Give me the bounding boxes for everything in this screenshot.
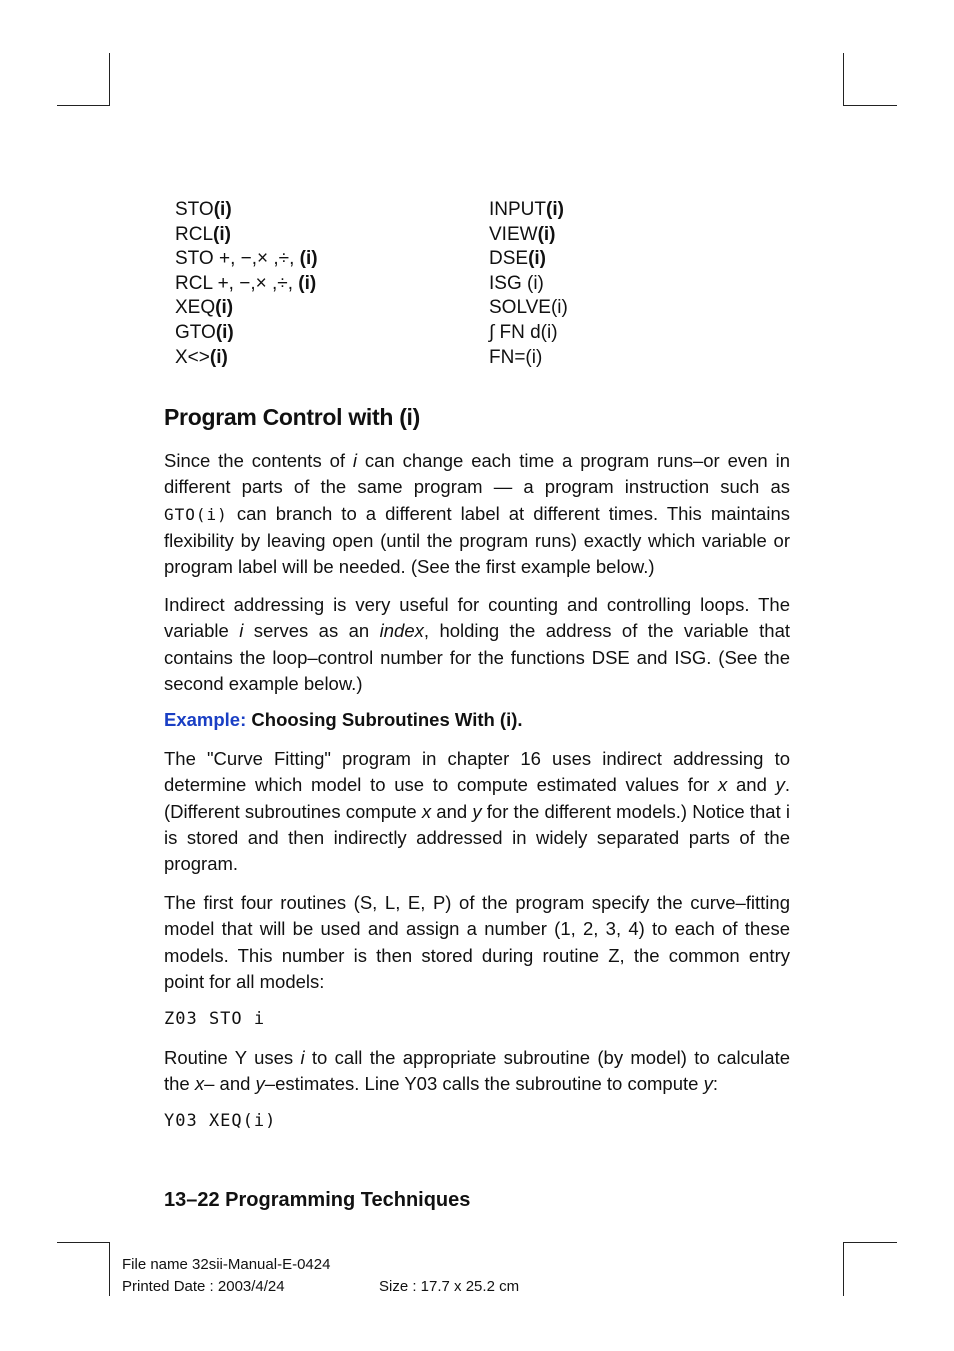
command-item: ∫ FN d(i) — [489, 321, 558, 343]
example-title: Example: Choosing Subroutines With (i). — [164, 709, 523, 730]
crop-mark — [57, 1242, 110, 1243]
program-line: Y03 XEQ(i) — [164, 1111, 277, 1131]
command-item: ISG (i) — [489, 272, 544, 294]
crop-mark — [843, 105, 897, 106]
paragraph: The "Curve Fitting" program in chapter 16 uses indirect addressing to determine which model to use to compute estimated values for x and y. (Different subroutines compute x and y for the different models.) Notice that i is stored and then indirectly addressed in widely separated parts of the program. — [164, 748, 791, 875]
command-item: X<>(i) — [175, 346, 228, 368]
page-size: Size : 17.7 x 25.2 cm — [379, 1278, 520, 1295]
crop-mark — [843, 1242, 897, 1243]
page-footer: 13–22 Programming Techniques — [164, 1189, 471, 1211]
program-line: Z03 STO i — [164, 1009, 266, 1029]
command-item: XEQ(i) — [175, 297, 234, 319]
command-item: STO(i) — [175, 199, 232, 220]
command-item: RCL +, −,× ,÷, (i) — [175, 272, 317, 294]
crop-mark — [109, 1242, 110, 1296]
crop-mark — [109, 53, 110, 106]
crop-mark — [843, 1242, 844, 1296]
command-item: RCL(i) — [175, 223, 231, 245]
paragraph: Indirect addressing is very useful for counting and controlling loops. The variable i serves as an index, holding the address of the variable that contains the loop–control number for the functions DSE and ISG. (See the second example below.) — [164, 594, 790, 694]
paragraph: Routine Y uses i to call the appropriate subroutine (by model) to calculate the x– and y–estimates. Line Y03 calls the subroutine to compute y: — [164, 1047, 791, 1095]
command-item: SOLVE(i) — [489, 297, 568, 319]
command-item: VIEW(i) — [489, 223, 556, 245]
file-name: File name 32sii-Manual-E-0424 — [122, 1256, 331, 1273]
crop-mark — [57, 105, 110, 106]
section-heading: Program Control with (i) — [164, 404, 421, 430]
command-item: DSE(i) — [489, 248, 547, 270]
command-item: GTO(i) — [175, 321, 234, 343]
lcd-code: GTO(i) — [164, 504, 228, 524]
paragraph: The first four routines (S, L, E, P) of the program specify the curve–fitting model that will be used and assign a number (1, 2, 3, 4) to each of these models. This number is then stored during routine Z, the common entry point for all models: — [164, 892, 790, 992]
command-list-left — [175, 198, 318, 370]
command-item: INPUT(i) — [489, 199, 564, 220]
command-item: FN=(i) — [489, 346, 543, 368]
command-item: STO +, −,× ,÷, (i) — [175, 248, 318, 270]
crop-mark — [843, 53, 844, 106]
command-list-right — [489, 198, 568, 370]
example-label: Example: — [164, 709, 247, 730]
printed-date: Printed Date : 2003/4/24 — [122, 1278, 285, 1295]
paragraph: Since the contents of i can change each time a program runs–or even in different parts of the same program — a program instruction such as GTO(i) can branch to a different label at different times. This maintains flexibility by leaving open (until the program runs) exactly which variable or program label will be needed. (See the first example below.) — [164, 450, 791, 578]
